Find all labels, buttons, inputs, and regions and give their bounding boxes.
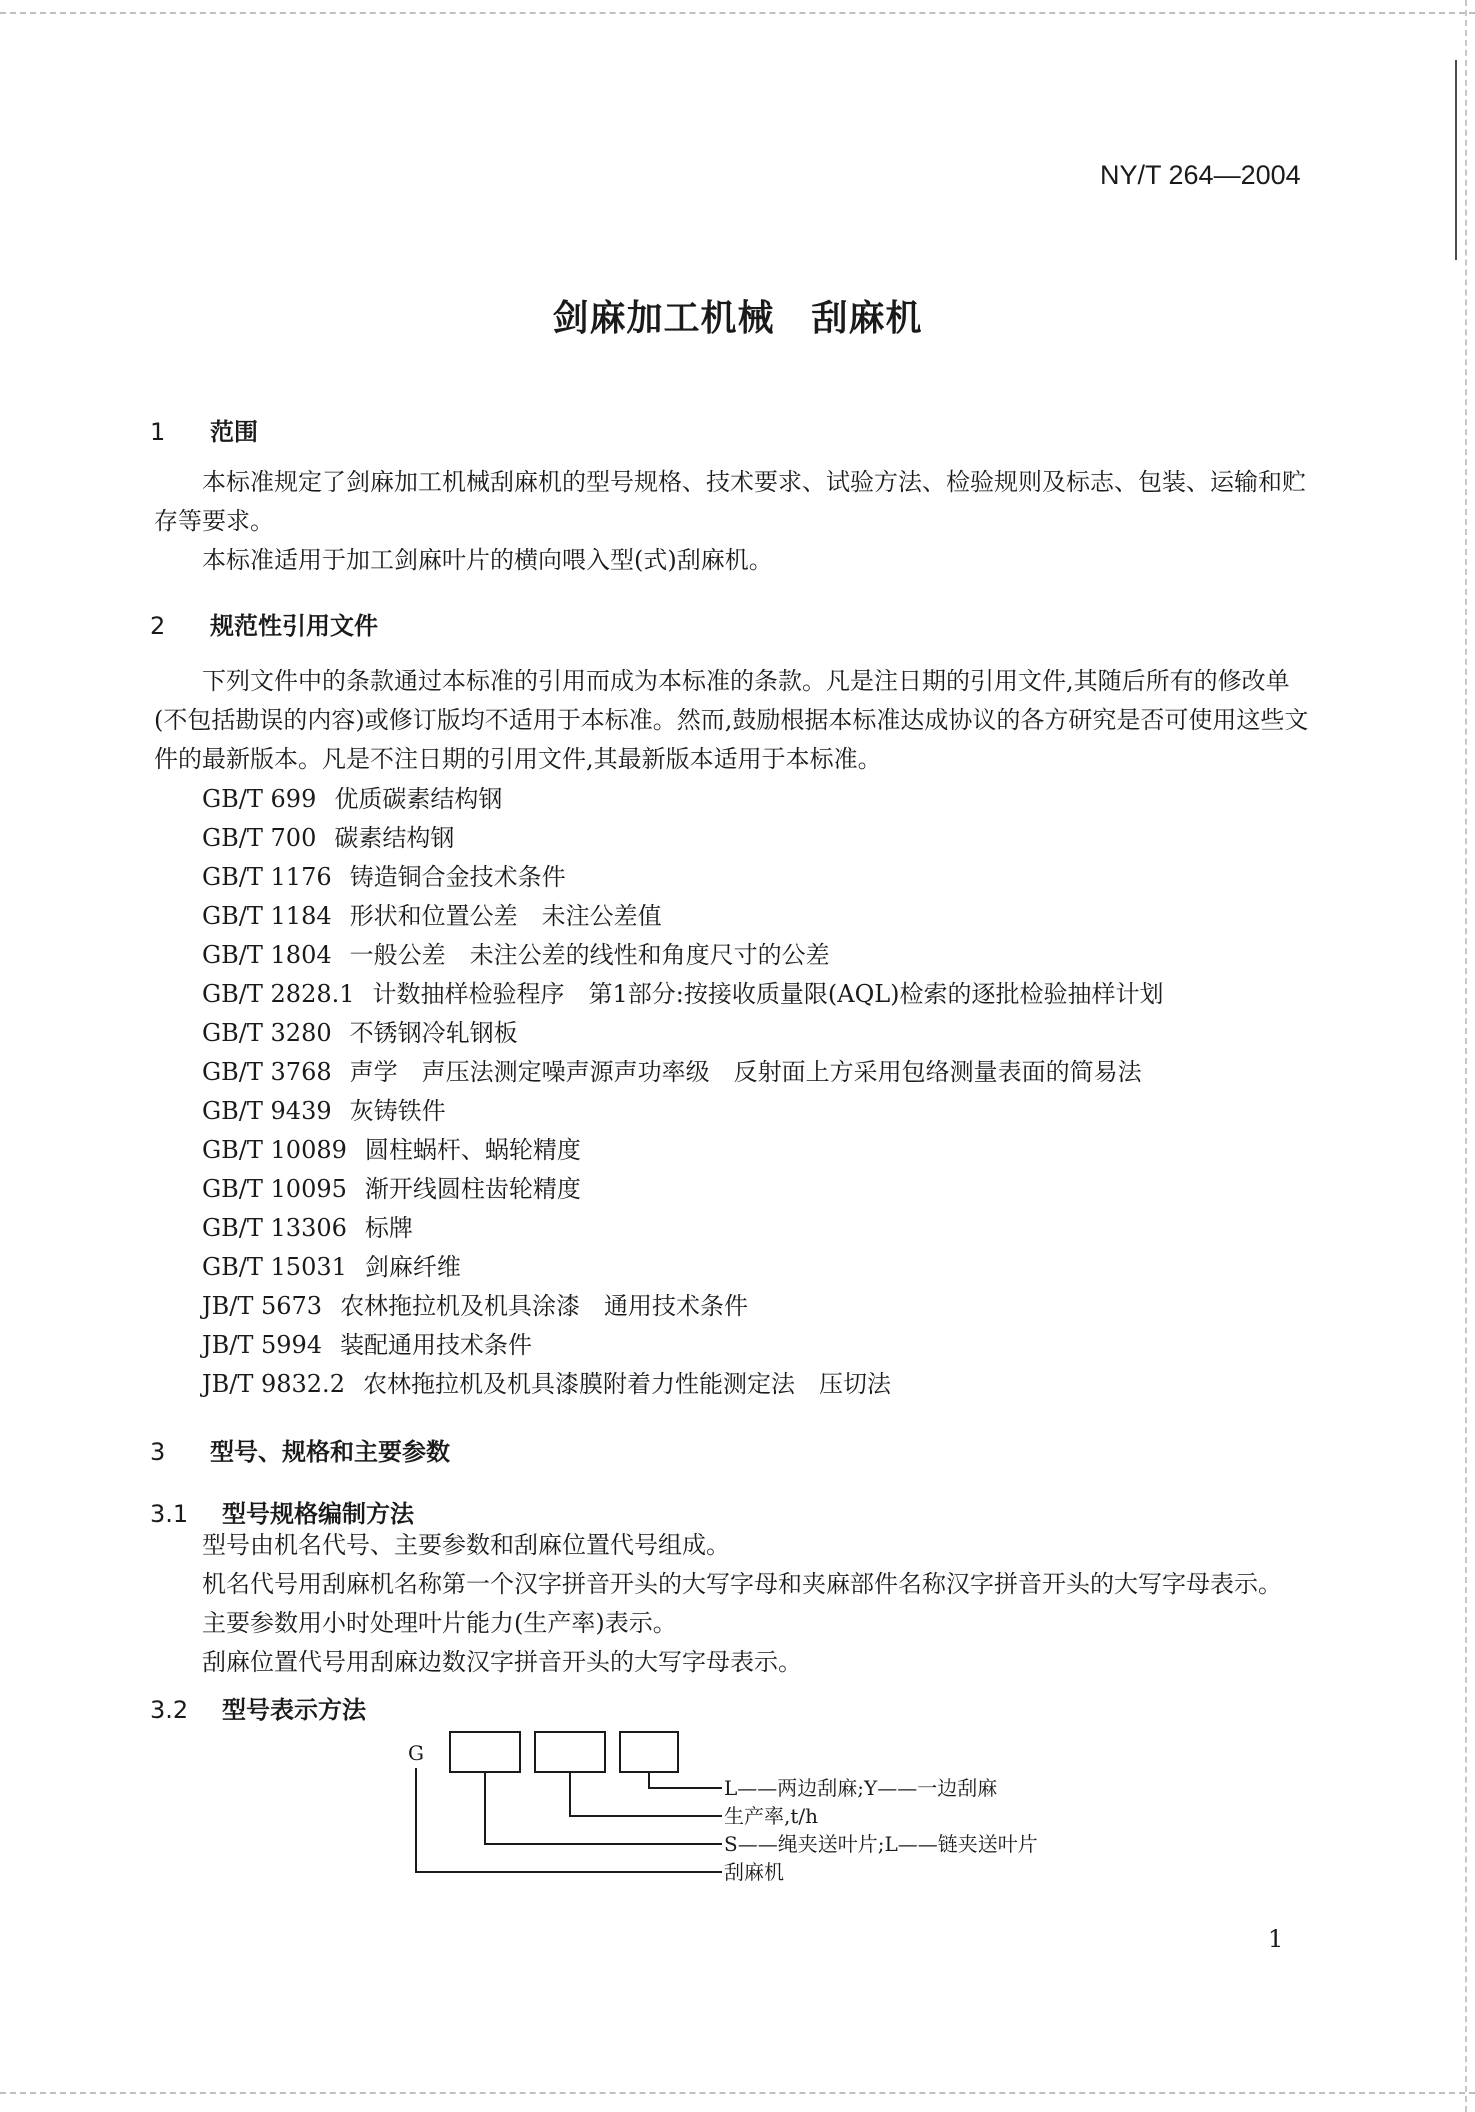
reference-title: 一般公差 未注公差的线性和角度尺寸的公差: [349, 941, 830, 969]
reference-title: 形状和位置公差 未注公差值: [349, 902, 662, 930]
section-2-number: 2: [150, 612, 166, 640]
section-3-1-title: 型号规格编制方法: [222, 1500, 414, 1528]
reference-item: [202, 1209, 1164, 1248]
reference-title: 渐开线圆柱齿轮精度: [364, 1175, 581, 1203]
reference-code: GB/T 2828.1: [202, 980, 355, 1008]
reference-title: 装配通用技术条件: [340, 1331, 533, 1359]
diagram-label-3: S——绳夹送叶片;L——链夹送叶片: [724, 1832, 1038, 1856]
reference-title: 优质碳素结构钢: [334, 785, 503, 813]
scan-edge-top: [0, 12, 1475, 14]
diagram-label-4: 刮麻机: [724, 1860, 784, 1884]
reference-title: 灰铸铁件: [349, 1097, 446, 1125]
reference-code: GB/T 9439: [202, 1097, 332, 1125]
reference-item: [202, 897, 1164, 936]
section-3-1-line-2: 机名代号用刮麻机名称第一个汉字拼音开头的大写字母和夹麻部件名称汉字拼音开头的大写字母表示。: [202, 1570, 1282, 1598]
section-3-2-heading: [150, 1690, 366, 1725]
section-3-2-title: 型号表示方法: [222, 1696, 366, 1724]
section-2-title: 规范性引用文件: [210, 612, 378, 640]
section-1-paragraph-1: 本标准规定了剑麻加工机械刮麻机的型号规格、技术要求、试验方法、检验规则及标志、包装、运输和贮存等要求。: [154, 468, 1306, 535]
reference-item: [202, 1248, 1164, 1287]
reference-title: 圆柱蜗杆、蜗轮精度: [364, 1136, 581, 1164]
reference-item: [202, 975, 1164, 1014]
reference-code: GB/T 15031: [202, 1253, 347, 1281]
reference-item: [202, 1053, 1164, 1092]
reference-item: [202, 1287, 1164, 1326]
section-3-1-number: 3.1: [150, 1500, 189, 1528]
diagram-box-capacity: [535, 1732, 605, 1772]
reference-item: [202, 1131, 1164, 1170]
reference-title: 剑麻纤维: [364, 1253, 461, 1281]
reference-code: JB/T 5673: [202, 1292, 323, 1320]
reference-title: 标牌: [364, 1214, 413, 1242]
section-2-heading: [150, 606, 378, 641]
section-3-1-line-3: 主要参数用小时处理叶片能力(生产率)表示。: [202, 1609, 677, 1637]
reference-title: 不锈钢冷轧钢板: [349, 1019, 518, 1047]
reference-title: 农林拖拉机及机具涂漆 通用技术条件: [340, 1292, 749, 1320]
reference-item: [202, 1326, 1164, 1365]
reference-item: [202, 819, 1164, 858]
section-3-1-line-1: 型号由机名代号、主要参数和刮麻位置代号组成。: [202, 1531, 730, 1559]
reference-item: [202, 936, 1164, 975]
reference-item: [202, 1365, 1164, 1404]
section-1-heading: [150, 412, 258, 447]
diagram-label-2: 生产率,t/h: [724, 1804, 819, 1828]
reference-code: GB/T 10095: [202, 1175, 347, 1203]
reference-code: JB/T 9832.2: [202, 1370, 345, 1398]
section-3-title: 型号、规格和主要参数: [210, 1438, 450, 1466]
section-3-1-heading: [150, 1494, 414, 1529]
reference-code: GB/T 1184: [202, 902, 332, 930]
reference-code: GB/T 13306: [202, 1214, 347, 1242]
reference-item: [202, 1170, 1164, 1209]
reference-title: 声学 声压法测定噪声源声功率级 反射面上方采用包络测量表面的简易法: [349, 1058, 1142, 1086]
section-1-title: 范围: [210, 418, 258, 446]
page-title: 剑麻加工机械 刮麻机: [552, 298, 923, 339]
reference-code: GB/T 3768: [202, 1058, 332, 1086]
model-designation-diagram: [400, 1720, 1080, 1900]
reference-item: [202, 1092, 1164, 1131]
section-3-number: 3: [150, 1438, 166, 1466]
standard-number: NY/T 264—2004: [1100, 160, 1301, 190]
reference-code: GB/T 699: [202, 785, 317, 813]
reference-code: GB/T 10089: [202, 1136, 347, 1164]
scan-edge-bottom: [0, 2092, 1475, 2094]
reference-code: JB/T 5994: [202, 1331, 323, 1359]
diagram-label-1: L——两边刮麻;Y——一边刮麻: [724, 1776, 998, 1800]
reference-title: 铸造铜合金技术条件: [349, 863, 566, 891]
section-2-intro: 下列文件中的条款通过本标准的引用而成为本标准的条款。凡是注日期的引用文件,其随后所有的修改单(不包括勘误的内容)或修订版均不适用于本标准。然而,鼓励根据本标准达成协议的各方研究是否可使用这些文件的最新版本。凡是不注日期的引用文件,其最新版本适用于本标准。: [154, 667, 1309, 773]
section-3-2-number: 3.2: [150, 1696, 189, 1724]
reference-item: [202, 1014, 1164, 1053]
reference-item: [202, 858, 1164, 897]
scan-edge-right-bar: [1455, 60, 1457, 260]
reference-title: 碳素结构钢: [334, 824, 455, 852]
reference-title: 计数抽样检验程序 第1部分:按接收质量限(AQL)检索的逐批检验抽样计划: [372, 980, 1164, 1008]
reference-code: GB/T 700: [202, 824, 317, 852]
section-1-number: 1: [150, 418, 166, 446]
reference-code: GB/T 3280: [202, 1019, 332, 1047]
diagram-box-scraping-position: [620, 1732, 678, 1772]
reference-list: [202, 780, 1164, 1404]
reference-title: 农林拖拉机及机具漆膜附着力性能测定法 压切法: [362, 1370, 891, 1398]
diagram-leader-1: [649, 1772, 722, 1788]
diagram-prefix: G: [408, 1741, 424, 1765]
reference-item: [202, 780, 1164, 819]
section-3-1-line-4: 刮麻位置代号用刮麻边数汉字拼音开头的大写字母表示。: [202, 1648, 802, 1676]
diagram-box-sheet-conveying: [450, 1732, 520, 1772]
diagram-leader-3: [485, 1772, 722, 1844]
page-number: 1: [1268, 1925, 1284, 1953]
section-3-heading: [150, 1432, 450, 1467]
section-1-paragraph-2: 本标准适用于加工剑麻叶片的横向喂入型(式)刮麻机。: [202, 546, 773, 574]
reference-code: GB/T 1176: [202, 863, 332, 891]
diagram-leader-2: [570, 1772, 722, 1816]
reference-code: GB/T 1804: [202, 941, 332, 969]
